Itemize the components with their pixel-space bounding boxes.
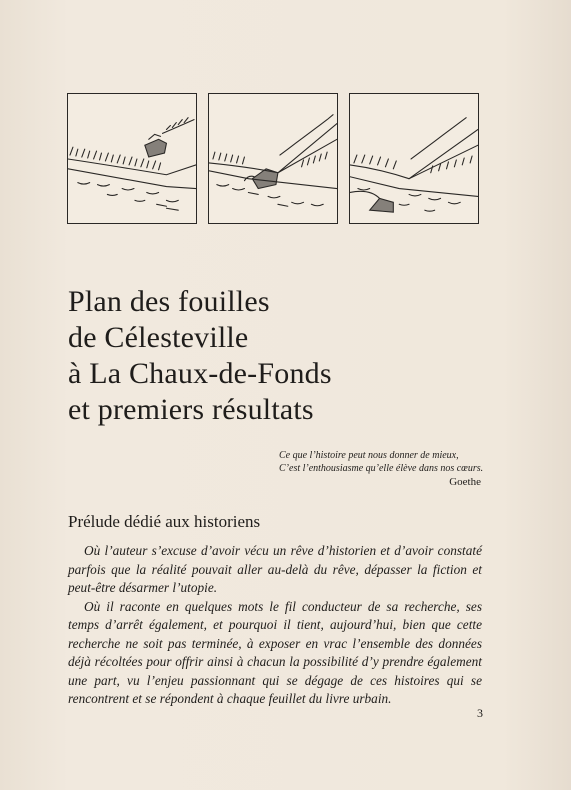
chapter-title-line-1: Plan des fouilles [68, 285, 270, 318]
epigraph-author: Goethe [449, 476, 481, 488]
chapter-title-line-2: de Célesteville [68, 321, 249, 354]
prelude-paragraph-2: Où il raconte en quelques mots le fil conducteur de sa recherche, ses temps d’arrêt également, et pourquoi il tient, aujourd’hui, bien que cette recherche ne soit pas terminée, à exposer en vrac l’ensemble des données déjà récoltées pour offrir ainsi à chacun la possibilité d’y prendre également une part, vu l’enjeu passionnant qui se dégage de ces histoires qui se rencontrent et se répondent à chaque feuillet du livre urbain. [68, 598, 482, 706]
epigraph [221, 449, 484, 489]
sketch-strip [67, 93, 479, 226]
chapter-title-line-3: à La Chaux-de-Fonds [68, 357, 332, 390]
page-number: 3 [477, 706, 483, 720]
sketch-panel-1 [67, 93, 197, 224]
epigraph-line-1: Ce que l’histoire peut nous donner de mieux, [279, 450, 459, 461]
chapter-title-line-4: et premiers résultats [68, 393, 314, 426]
prelude-paragraph-1: Où l’auteur s’excuse d’avoir vécu un rêve d’historien et d’avoir constaté parfois que la réalité pouvait aller au-delà du rêve, dépasser la fiction et peut-être désarmer l’utopie. [68, 543, 482, 595]
epigraph-line-2: C’est l’enthousiasme qu’elle élève dans nos cœurs. [279, 463, 484, 474]
sketch-panel-3 [349, 93, 479, 224]
chapter-title [68, 284, 332, 428]
prelude-heading: Prélude dédié aux historiens [68, 512, 261, 531]
prelude-text [68, 542, 482, 709]
sketch-panel-2 [208, 93, 338, 224]
